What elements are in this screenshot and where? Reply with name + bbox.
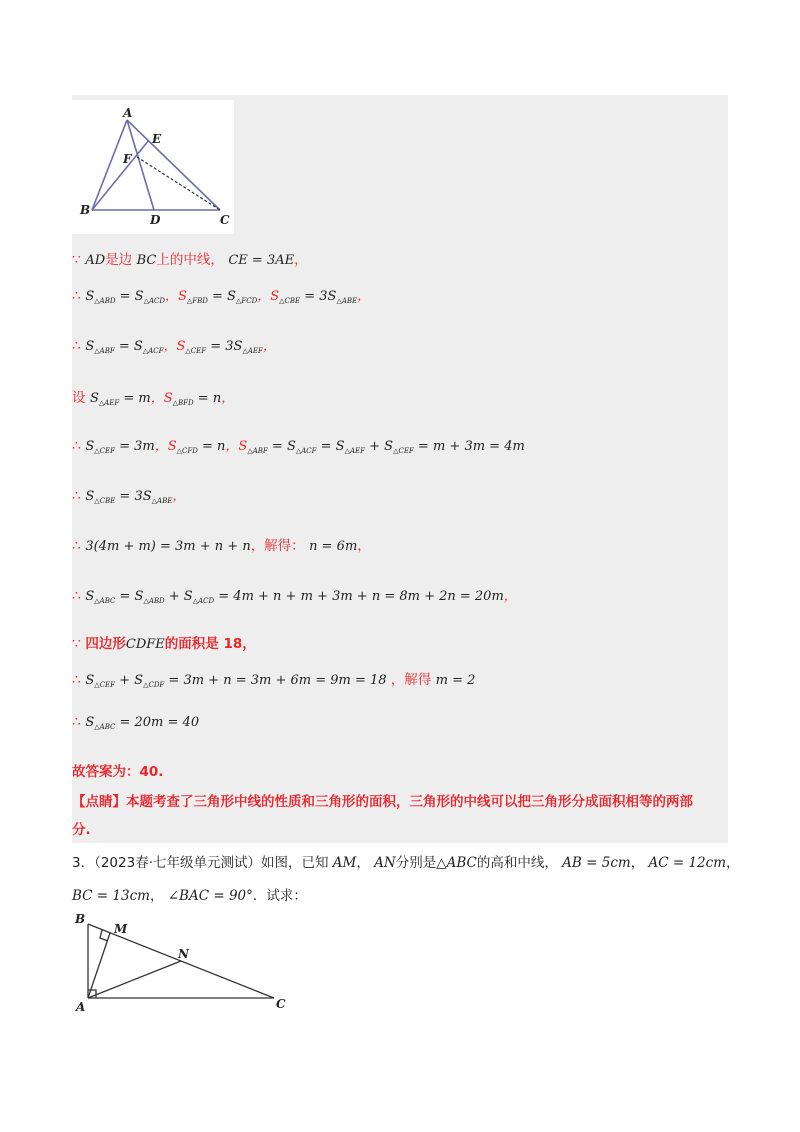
math: ，S bbox=[257, 289, 280, 304]
math: S bbox=[85, 489, 95, 504]
altitude-am bbox=[88, 933, 110, 998]
therefore-symbol: ∴ bbox=[72, 288, 81, 304]
triangle-diagram-1 bbox=[72, 100, 234, 234]
solution-line-7 bbox=[72, 536, 371, 557]
segment-fc-dashed bbox=[137, 157, 220, 210]
math-ce: CE = 3AE bbox=[228, 253, 295, 268]
math: S bbox=[85, 673, 95, 688]
math: = S bbox=[207, 289, 236, 304]
math: ， bbox=[172, 489, 186, 504]
math-am: AM bbox=[332, 855, 357, 871]
note-tag: 【点睛】 bbox=[72, 794, 126, 810]
math: = S bbox=[115, 289, 144, 304]
subscript: △FBD bbox=[186, 297, 208, 305]
label-b: B bbox=[80, 203, 91, 217]
text: 是边 bbox=[105, 252, 133, 268]
math: ，S bbox=[150, 391, 173, 406]
question-3-line-2 bbox=[72, 884, 307, 904]
label-c: C bbox=[220, 213, 230, 227]
text: ， bbox=[149, 888, 164, 904]
math: S bbox=[89, 391, 99, 406]
note-line-2: 分. bbox=[72, 822, 91, 838]
math: ，S bbox=[225, 439, 248, 454]
math-result: m = 2 bbox=[435, 673, 476, 688]
math-an: AN bbox=[374, 855, 396, 871]
math: S bbox=[85, 589, 95, 604]
math: ，S bbox=[164, 289, 187, 304]
math-triangle-abc: △ABC bbox=[436, 855, 477, 871]
subscript: △AEF bbox=[98, 399, 120, 407]
question-text: 的高和中线， bbox=[476, 855, 558, 871]
text: ， bbox=[356, 855, 370, 871]
text: ， bbox=[630, 855, 645, 871]
solution-line-10 bbox=[72, 670, 475, 695]
therefore-symbol: ∴ bbox=[72, 588, 81, 604]
label-c: C bbox=[276, 997, 286, 1011]
math: S bbox=[85, 715, 95, 730]
label-e: E bbox=[152, 132, 162, 146]
subscript: △ABF bbox=[94, 347, 115, 355]
question-3-line-1 bbox=[72, 851, 740, 871]
subscript: △CEF bbox=[393, 447, 414, 455]
therefore-symbol: ∴ bbox=[72, 672, 81, 688]
math: = 3S bbox=[300, 289, 337, 304]
subscript: △CEF bbox=[185, 347, 207, 355]
math: ， bbox=[357, 289, 371, 304]
let-label: 设 bbox=[72, 390, 86, 406]
subscript: △CBE bbox=[94, 497, 116, 505]
solution-line-1 bbox=[72, 250, 308, 271]
math: = 3m bbox=[115, 439, 155, 454]
solution-line-8 bbox=[72, 586, 517, 611]
text: 上的中线， bbox=[156, 252, 224, 268]
therefore-symbol: ∴ bbox=[72, 438, 81, 454]
math-result: n = 6m bbox=[309, 539, 358, 554]
subscript: △CFD bbox=[176, 447, 198, 455]
math: = n bbox=[197, 439, 226, 454]
text: 四边形 bbox=[85, 636, 126, 652]
math: = 3m + n = 3m + 6m = 9m = 18 bbox=[164, 673, 387, 688]
question-text: 3．（2023春·七年级单元测试）如图，已知 bbox=[72, 855, 329, 871]
math: ，S bbox=[163, 339, 186, 354]
math: = S bbox=[115, 589, 144, 604]
math-equation: 3(4m + m) = 3m + n + n bbox=[85, 539, 251, 554]
math: + S bbox=[164, 589, 193, 604]
math: = 20m = 40 bbox=[115, 715, 200, 730]
text: ， bbox=[357, 538, 371, 554]
subscript: △ACD bbox=[192, 597, 215, 605]
text: 的面积是 18， bbox=[164, 636, 256, 652]
subscript: △AEF bbox=[242, 347, 263, 355]
therefore-symbol: ∴ bbox=[72, 538, 81, 554]
math: S bbox=[85, 439, 95, 454]
math: ，S bbox=[154, 439, 177, 454]
subscript: △ABF bbox=[247, 447, 268, 455]
math: ， bbox=[503, 589, 517, 604]
math: S bbox=[85, 289, 95, 304]
triangle-figure-2 bbox=[74, 910, 294, 1015]
math: = 4m + n + m + 3m + n = 8m + 2n = 20m bbox=[214, 589, 504, 604]
edge-ab bbox=[92, 120, 127, 210]
text: ， bbox=[294, 252, 308, 268]
solution-line-9 bbox=[72, 634, 256, 655]
triangle-figure-1 bbox=[72, 100, 234, 234]
because-symbol: ∵ bbox=[72, 636, 81, 652]
therefore-symbol: ∴ bbox=[72, 338, 81, 354]
subscript: △ACF bbox=[142, 347, 164, 355]
math-bc: BC = 13cm bbox=[72, 888, 150, 904]
text: ， bbox=[726, 855, 740, 871]
subscript: △ABE bbox=[336, 297, 358, 305]
subscript: △CBE bbox=[279, 297, 301, 305]
subscript: △ABD bbox=[143, 597, 165, 605]
label-d: D bbox=[150, 213, 161, 227]
math: = 3S bbox=[206, 339, 243, 354]
label-a: A bbox=[76, 1000, 86, 1014]
math: = m + 3m = 4m bbox=[413, 439, 525, 454]
median-an bbox=[88, 961, 181, 998]
math: = 3S bbox=[115, 489, 152, 504]
subscript: △CEF bbox=[94, 447, 115, 455]
therefore-symbol: ∴ bbox=[72, 714, 81, 730]
subscript: △ABE bbox=[151, 497, 173, 505]
math: = m bbox=[119, 391, 151, 406]
subscript: △ABD bbox=[94, 297, 116, 305]
triangle-diagram-2 bbox=[74, 910, 294, 1015]
subscript: △ABC bbox=[94, 597, 116, 605]
label-n: N bbox=[178, 947, 189, 961]
subscript: △ACF bbox=[295, 447, 317, 455]
note-text: 本题考查了三角形中线的性质和三角形的面积，三角形的中线可以把三角形分成面积相等的两部 bbox=[126, 794, 693, 810]
solution-line-6 bbox=[72, 486, 185, 511]
subscript: △BFD bbox=[172, 399, 194, 407]
segment-be bbox=[92, 140, 149, 210]
therefore-symbol: ∴ bbox=[72, 488, 81, 504]
label-a: A bbox=[123, 106, 133, 120]
question-text: ．试求： bbox=[252, 888, 307, 904]
math-ab: AB = 5cm bbox=[562, 855, 631, 871]
label-m: M bbox=[114, 922, 128, 936]
solution-line-5 bbox=[72, 436, 525, 461]
note-line bbox=[72, 792, 693, 812]
math: = S bbox=[114, 339, 143, 354]
math-ad: AD bbox=[85, 253, 106, 268]
math-angle-bac: ∠BAC = 90° bbox=[167, 888, 253, 904]
math: ， bbox=[221, 391, 235, 406]
subscript: △CEF bbox=[94, 681, 115, 689]
subscript: △ACD bbox=[143, 297, 165, 305]
subscript: △CDF bbox=[143, 681, 165, 689]
math: = S bbox=[316, 439, 345, 454]
solution-line-2 bbox=[72, 286, 370, 311]
math: + S bbox=[115, 673, 144, 688]
math: = S bbox=[267, 439, 296, 454]
subscript: △ABC bbox=[94, 723, 116, 731]
because-symbol: ∵ bbox=[72, 252, 81, 268]
solution-line-3 bbox=[72, 336, 276, 361]
solution-line-11 bbox=[72, 712, 199, 737]
math: = n bbox=[193, 391, 222, 406]
math-bc: BC bbox=[136, 253, 157, 268]
label-b: B bbox=[75, 912, 86, 926]
text-solve: ，解得 bbox=[390, 672, 432, 688]
label-f: F bbox=[123, 152, 132, 166]
subscript: △FCD bbox=[235, 297, 258, 305]
math-ac: AC = 12cm bbox=[648, 855, 726, 871]
subscript: △AEF bbox=[344, 447, 365, 455]
math: + S bbox=[365, 439, 394, 454]
math: ， bbox=[262, 339, 276, 354]
question-text: 分别是 bbox=[395, 855, 437, 871]
math: S bbox=[85, 339, 95, 354]
text-solve: ，解得： bbox=[250, 538, 305, 554]
solution-line-4 bbox=[72, 388, 234, 413]
answer-line: 故答案为：40. bbox=[72, 764, 164, 780]
math-cdfe: CDFE bbox=[125, 637, 165, 652]
